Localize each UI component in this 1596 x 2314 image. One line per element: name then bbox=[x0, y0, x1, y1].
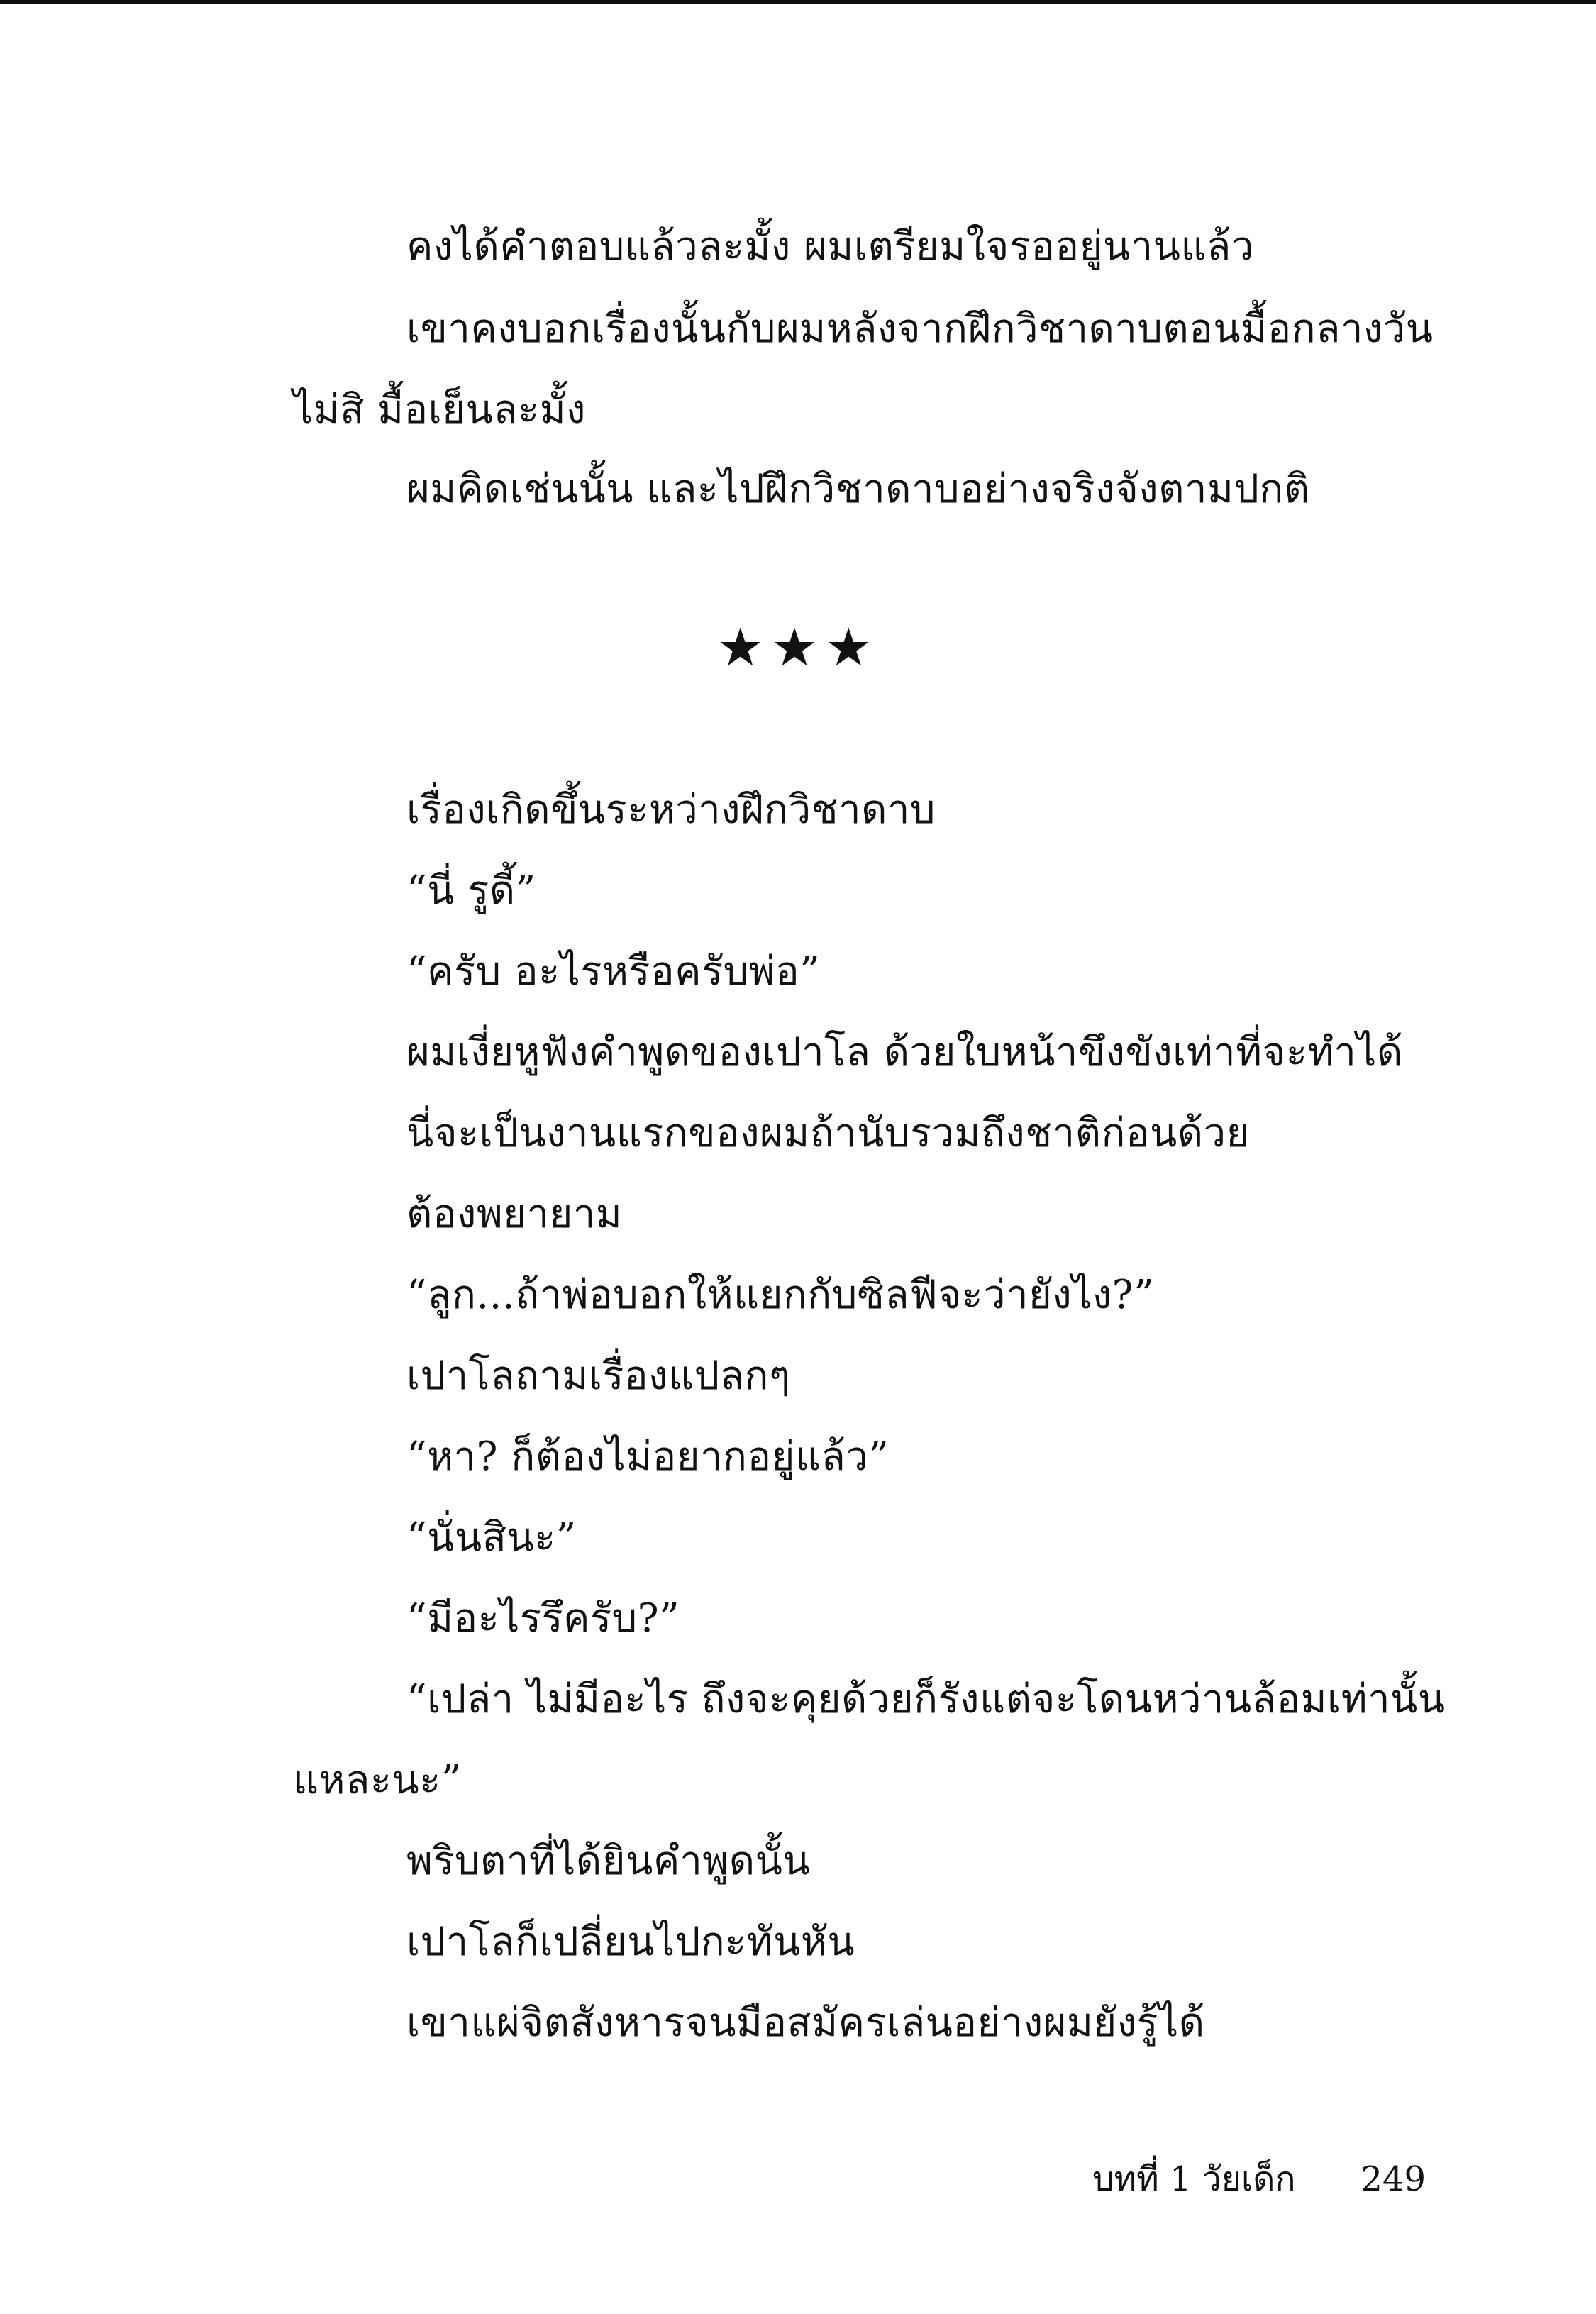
paragraph-line: “มีอะไรรึครับ?” bbox=[406, 1595, 680, 1642]
paragraph-line: ผมเงี่ยหูฟังคำพูดของเปาโล ด้วยใบหน้าขึงขังเท่าที่จะทำได้ bbox=[406, 1029, 1403, 1075]
scene-break-stars: ★★★ bbox=[716, 617, 880, 678]
paragraph-line: เปาโลถามเรื่องแปลกๆ bbox=[406, 1353, 791, 1399]
paragraph-line: “ครับ อะไรหรือครับพ่อ” bbox=[406, 948, 821, 995]
paragraph-line: “นี่ รูดี้” bbox=[406, 868, 536, 914]
paragraph-line: “นั่นสินะ” bbox=[406, 1515, 577, 1561]
chapter-title: บทที่ 1 วัยเด็ก bbox=[1092, 2159, 1296, 2199]
paragraph-line: ผมคิดเช่นนั้น และไปฝึกวิชาดาบอย่างจริงจังตามปกติ bbox=[406, 466, 1310, 512]
paragraph-line: ต้องพยายาม bbox=[406, 1191, 623, 1237]
paragraph-line: ไม่สิ มื้อเย็นละมั้ง bbox=[293, 387, 586, 433]
paragraph-line: “เปล่า ไม่มีอะไร ถึงจะคุยด้วยก็รังแต่จะโดนหว่านล้อมเท่านั้น bbox=[406, 1676, 1446, 1722]
paragraph-line: เปาโลก็เปลี่ยนไปกะทันหัน bbox=[406, 1919, 855, 1965]
paragraph-line: พริบตาที่ได้ยินคำพูดนั้น bbox=[406, 1838, 811, 1884]
paragraph-line: นี่จะเป็นงานแรกของผมถ้านับรวมถึงชาติก่อนด้วย bbox=[406, 1110, 1250, 1156]
page-number: 249 bbox=[1361, 2159, 1426, 2199]
paragraph-line: เขาคงบอกเรื่องนั้นกับผมหลังจากฝึกวิชาดาบตอนมื้อกลางวัน bbox=[406, 306, 1434, 352]
paragraph-line: “ลูก...ถ้าพ่อบอกให้แยกกับซิลฟีจะว่ายังไง?” bbox=[406, 1272, 1155, 1318]
paragraph-line: แหละนะ” bbox=[293, 1757, 462, 1803]
paragraph-line: เขาแผ่จิตสังหารจนมือสมัครเล่นอย่างผมยังรู้ได้ bbox=[406, 2000, 1205, 2046]
top-edge-rule bbox=[0, 0, 1596, 4]
paragraph-line: “หา? ก็ต้องไม่อยากอยู่แล้ว” bbox=[406, 1434, 890, 1480]
paragraph-line: เรื่องเกิดขึ้นระหว่างฝึกวิชาดาบ bbox=[406, 787, 936, 833]
paragraph-line: คงได้คำตอบแล้วละมั้ง ผมเตรียมใจรออยู่นานแล้ว bbox=[406, 223, 1254, 270]
